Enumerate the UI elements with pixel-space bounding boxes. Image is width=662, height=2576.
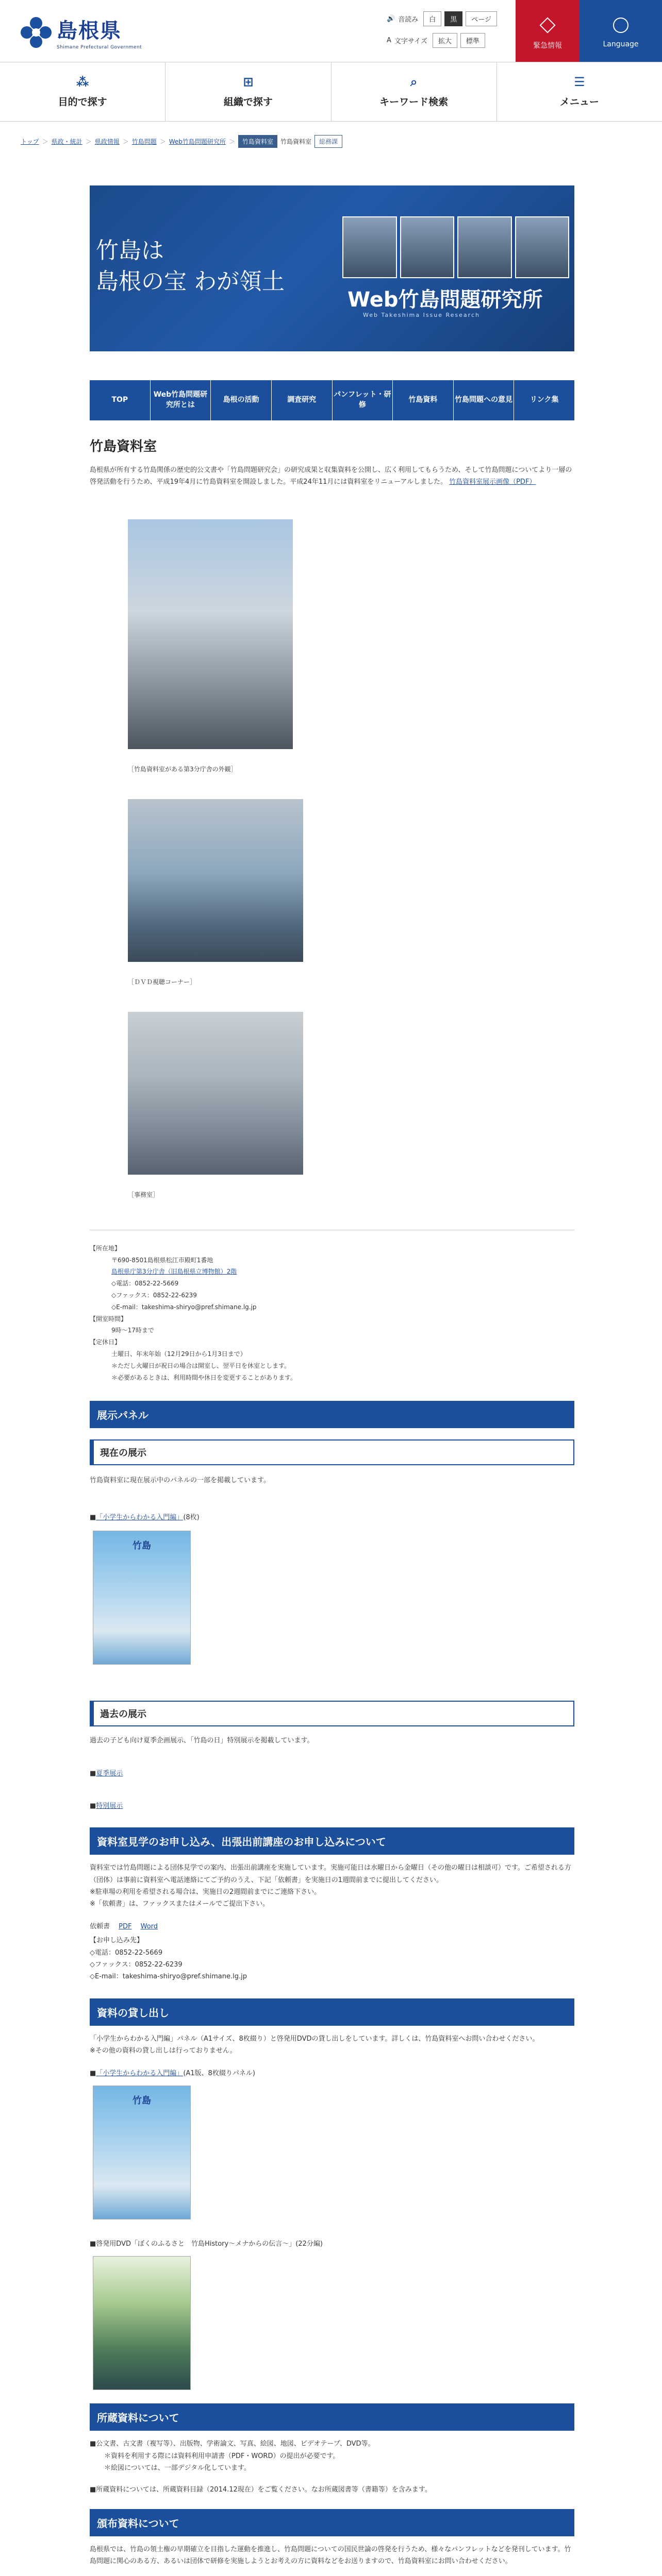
loan-item: ■「小学生からわかる入門編」(A1版、8枚綴りパネル) [90,2069,255,2077]
language-button[interactable] [580,0,662,62]
site-name-en: Shimane Prefectural Government [57,45,142,50]
contact-tel: ◇電話：0852-22-5669 [90,1948,163,1957]
section-nav-item[interactable]: 調査研究 [272,380,333,420]
banner-title: Web竹島問題研究所 [347,288,543,312]
form-links [90,1921,574,1933]
section-heading: 資料室見学のお申し込み、出張出前講座のお申し込みについて [90,1827,574,1855]
info-label: 【定休日】 [90,1338,121,1346]
org-icon: ⊞ [243,75,254,89]
section-note: ※「依頼書」は、ファックスまたはメールでご提出下さい。 [90,1900,270,1908]
subsection-heading: 現在の展示 [90,1439,574,1465]
gnav-label: 組織で探す [223,96,273,108]
color-page-button[interactable]: ページ [466,11,497,26]
office-info [90,1243,574,1384]
breadcrumb-item[interactable]: 県政情報 [94,138,120,145]
text-size-icon: A [387,36,391,44]
holdings-note: ＊資料を利用する際には資料利用申請書（PDF・WORD）の提出が必要です。 [104,2452,340,2460]
form-word-link[interactable]: Word [140,1922,158,1930]
breadcrumb: トップ ＞ 県政・統計 ＞ 県政情報 ＞ 竹島問題 ＞ Web竹島問題研究所 ＞ 竹島資料室 竹島資料室 総務課 [21,135,342,148]
size-enlarge-button[interactable]: 拡大 [433,33,457,48]
section-nav-item[interactable]: 竹島問題への意見 [454,380,515,420]
warning-icon [539,17,555,33]
section-nav-item[interactable]: パンフレット・研修 [333,380,393,420]
language-label: Language [603,40,639,48]
globe-icon [613,18,628,33]
form-pdf-link[interactable]: PDF [119,1922,132,1930]
loan-leaflet-link[interactable]: 「小学生からわかる入門編」 [96,2069,184,2077]
gnav-organization[interactable] [166,62,331,121]
section-nav-item[interactable]: 島根の活動 [211,380,272,420]
info-tel: ◇電話：0852-22-5669 [111,1280,179,1287]
emergency-label: 緊急情報 [533,42,562,50]
info-label: 【開室時間】 [90,1315,127,1323]
banner-line1: 竹島は [96,238,164,264]
intro-pdf-link[interactable]: 竹島資料室展示画像（PDF） [449,478,536,486]
banner-line2: 島根の宝 わが領土 [96,268,285,295]
leaflet-thumbnail[interactable] [93,1531,191,1665]
loan-dvd-item: ■啓発用DVD「ぼくのふるさと 竹島History～メナからの伝言～」(22分編) [90,2240,323,2248]
section-note: ※駐車場の利用を希望される場合は、実施日の2週間前までにご連絡下さい。 [90,1888,321,1896]
info-closed: ＊ただし火曜日が祝日の場合は開室し、翌平日を休室とします。 [111,1362,291,1369]
section-heading: 所蔵資料について [90,2403,574,2431]
site-logo[interactable] [21,14,142,50]
takeshima-banner[interactable] [90,185,574,351]
site-name: 島根県 [57,19,122,43]
leaflet-title: 竹島 [133,2095,151,2106]
gnav-label: キーワード検索 [379,96,449,108]
breadcrumb-item[interactable]: トップ [21,138,39,145]
info-address: 〒690-8501島根県松江市殿町1番地 [111,1256,213,1264]
section-heading: 展示パネル [90,1401,574,1428]
size-label: 文字サイズ [394,37,427,45]
subsection-heading: 過去の展示 [90,1701,574,1726]
dvd-corner-photo [128,799,303,962]
prefecture-emblem-icon [21,17,52,48]
size-standard-button[interactable]: 標準 [460,33,485,48]
contact-label: 【お申し込み先】 [90,1937,144,1945]
info-closed: ＊必要があるときは、利用時間や休日を変更することがあります。 [111,1374,297,1381]
contact-email[interactable]: ◇E-mail：takeshima-shiryo@pref.shimane.lg.jp [90,1973,247,1981]
special-exhibit-link[interactable]: 特別展示 [96,1802,123,1810]
building-link[interactable]: 島根県庁第3分庁舎（旧島根県立博物館）2階 [111,1268,237,1276]
info-closed: 土曜日、年末年始（12月29日から1月3日まで） [111,1350,246,1358]
section-nav-item[interactable]: リンク集 [529,396,559,404]
section-heading: 頒布資料について [90,2509,574,2536]
leaflet-title: 竹島 [133,1540,151,1552]
section-text: 「小学生からわかる入門編」パネル（A1サイズ、8枚綴り）と啓発用DVDの貸し出しをしています。詳しくは、竹島資料室へお問い合わせください。 [90,2035,539,2043]
breadcrumb-item[interactable]: 竹島問題 [131,138,157,145]
section-text: 資料室では竹島問題による団体見学での案内、出張出前講座を実施しています。実施可能日は水曜日から金曜日（その他の曜日は相談可）です。ご希望される方（団体）は事前に資料室へ電話連絡にてご予約のうえ、下記「依頼書」を実施日の1週間前までに提出してください。 [90,1864,571,1884]
breadcrumb-item[interactable]: 県政・統計 [51,138,82,145]
color-white-button[interactable]: 白 [423,11,441,26]
section-nav [90,380,574,420]
leaflet-link[interactable]: 「小学生からわかる入門編」 [96,1513,184,1521]
photo-caption: ［ＤＶＤ視聴コーナー］ [128,978,196,986]
voice-label[interactable]: 音読み [398,15,419,24]
section-nav-item[interactable]: 竹島資料 [393,380,454,420]
color-black-button[interactable]: 黒 [444,11,462,26]
gnav-purpose[interactable] [0,62,166,121]
section-text: 過去の子ども向け夏季企画展示、「竹島の日」特別展示を掲載しています。 [90,1737,314,1745]
gnav-label: 目的で探す [58,96,107,108]
search-icon: ⌕ [410,75,418,89]
gnav-keyword-search[interactable] [332,62,497,121]
summer-exhibit-link[interactable]: 夏季展示 [96,1769,123,1777]
loan-suffix: (A1版、8枚綴りパネル) [183,2069,255,2077]
holdings-note: ＊絵図については、一部デジタル化しています。 [104,2464,251,2472]
banner-photos [342,216,569,278]
info-email[interactable]: ◇E-mail：takeshima-shiryo@pref.shimane.lg.jp [111,1303,257,1311]
global-nav [0,62,662,122]
contact-fax: ◇ファックス：0852-22-6239 [90,1961,183,1969]
leaflet-suffix: (8枚) [183,1513,200,1521]
info-label: 【所在地】 [90,1244,121,1252]
intro-paragraph: 島根県が所有する竹島関係の歴史的公文書や「竹島問題研究会」の研究成果と収集資料を公開し、広く利用してもらうため、そして竹島問題についてより一層の啓発活動を行うため、平成19年4月に竹島資料室を開設しました。平成24年11月には資料室をリニューアルしました。 [90,466,572,486]
info-fax: ◇ファックス：0852-22-6239 [111,1291,197,1299]
breadcrumb-current: 竹島資料室 [238,135,277,148]
menu-icon: ☰ [574,75,585,89]
section-nav-item[interactable]: TOP [90,380,151,420]
gnav-menu[interactable] [497,62,662,121]
form-label: 依頼書 [90,1922,110,1930]
holdings-catalog[interactable]: ■所蔵資料については、所蔵資料目録（2014.12現在）をご覧ください。なお所蔵図書等（書籍等）を含みます。 [90,2485,432,2494]
section-nav-item[interactable]: Web竹島問題研究所とは [151,380,211,420]
office-photo [128,1012,303,1175]
main-content: 竹島は 島根の宝 わが領土 Web竹島問題研究所 Web Takeshima Issue Research TOP Web竹島問題研究所とは 島根の活動 調査研究 パンフレット・研修 竹島資料 竹島問題への意見 リンク集 竹島資料室 島根県が所有する竹島関係の歴史的公文書や「竹島問題研究会」の研究成果と収集資料を公開し、広く利用してもらうため、そして竹島問題についてより一層の啓発活動を行うため、平成19年4月に竹島資料室を開設しました。平成24年11月には資料室をリニューアルしました。 竹島資料室展示画像（PDF） ［竹島資料室がある第3分庁舎の外観］ ［ＤＶＤ視聴コーナー］ ［事務室］ 【所在地】 〒690-8501島根県松江市殿町1番地 島根県庁第3分庁舎（旧島根県立博物館）2階 ◇電話：0852-22-5669 ◇ファックス：0852-22-6239 ◇E-mail：takeshima-shiryo@pref.shimane.lg.jp 【開室時間】 9時～17時まで 【定休日】 土曜日、年末年始（12月29日から1月3日まで） ＊ただし火曜日が祝日の場合は開室し、翌平日を休室とします。 ＊必要があるときは、利用時間や休日を変更することがあります。 展示パネル 現在の展示 竹島資料室に現在展示中のパネルの一部を掲載しています。 ■「小学生からわかる入門編」(8枚) 竹島 過去の展示 過去の子ども向け夏季企画展示、「竹島の日」特別展示を掲載しています。 ■夏季展示 ■特別展示 資料室見学のお申し込み、出張出前講座のお申し込みについて 資料室では竹島問題による団体見学での案内、出張出前講座を実施しています。実施可能日は水曜日から金曜日（その他の曜日は相談可）です。ご希望される方（団体）は事前に資料室へ電話連絡にてご予約のうえ、下記「依頼書」を実施日の1週間前までに提出してください。 ※駐車場の利用を希望される場合は、実施日の2週間前までにご連絡下さい。 ※「依頼書」は、ファックスまたはメールでご提出下さい。 依頼書 PDF Word 【お申し込み先】 ◇電話：0852-22-5669 ◇ファックス：0852-22-6239 ◇E-mail：takeshima-shiryo@pref.shimane.lg.jp 資料の貸し出し 「小学生からわかる入門編」パネル（A1サイズ、8枚綴り）と啓発用DVDの貸し出しをしています。詳しくは、竹島資料室へお問い合わせください。 ※その他の資料の貸し出しは行っておりません。 ■「小学生からわかる入門編」(A1版、8枚綴りパネル) 竹島 ■啓発用DVD「ぼくのふるさと 竹島History～メナからの伝言～」(22分編) 所蔵資料について ■公文書、古文書（複写等）、出版物、学術論文、写真、絵図、地図、ビデオテープ、DVD等。 ＊資料を利用する際には資料利用申請書（PDF・WORD）の提出が必要です。 ＊絵図については、一部デジタル化しています。 ■所蔵資料については、所蔵資料目録（2014.12現在）をご覧ください。なお所蔵図書等（書籍等）を含みます。 頒布資料について 島根県では、竹島の領土権の早期確立を目指した運動を推進し、竹島問題についての国民世論の啓発を行うため、様々なパンフレットなどを発刊しています。竹島問題に関心のある方、あるいは団体で研修を実施しようとお考えの方に資料などをお送りますので、竹島資料室にお問い合わせください。 [90,185,574,2576]
banner-subtitle: Web Takeshima Issue Research [363,312,480,318]
photo-caption: ［事務室］ [128,1191,159,1198]
leaflet-thumbnail[interactable] [93,2086,191,2219]
emergency-button[interactable] [516,0,580,62]
site-header [0,0,662,62]
intro-text [90,464,574,488]
dvd-thumbnail [93,2256,191,2390]
section-text: 竹島資料室に現在展示中のパネルの一部を掲載しています。 [90,1477,270,1485]
section-note: ※その他の資料の貸し出しは行っておりません。 [90,2047,237,2055]
speaker-icon: 🔊 [387,14,395,23]
grid-icon: ⁂ [76,75,89,89]
building-exterior-photo [128,519,293,749]
utility-bar [387,11,497,55]
section-heading: 資料の貸し出し [90,1998,574,2026]
gnav-label: メニュー [559,96,599,108]
photo-caption: ［竹島資料室がある第3分庁舎の外観］ [128,765,237,773]
breadcrumb-current-text: 竹島資料室 [280,138,311,145]
leaflet-line: ■「小学生からわかる入門編」(8枚) [90,1513,200,1521]
holdings-item: ■公文書、古文書（複写等）、出版物、学術論文、写真、絵図、地図、ビデオテープ、DVD等。 [90,2440,375,2448]
page-title: 竹島資料室 [90,439,157,454]
info-hours: 9時～17時まで [111,1327,154,1334]
breadcrumb-item[interactable]: Web竹島問題研究所 [169,138,226,145]
section-text: 島根県では、竹島の領土権の早期確立を目指した運動を推進し、竹島問題についての国民世論の啓発を行うため、様々なパンフレットなどを発刊しています。竹島問題に関心のある方、あるいは団体で研修を実施しようとお考えの方に資料などをお送りますので、竹島資料室にお問い合わせください。 [90,2545,571,2566]
department-tag[interactable]: 総務課 [315,135,342,148]
